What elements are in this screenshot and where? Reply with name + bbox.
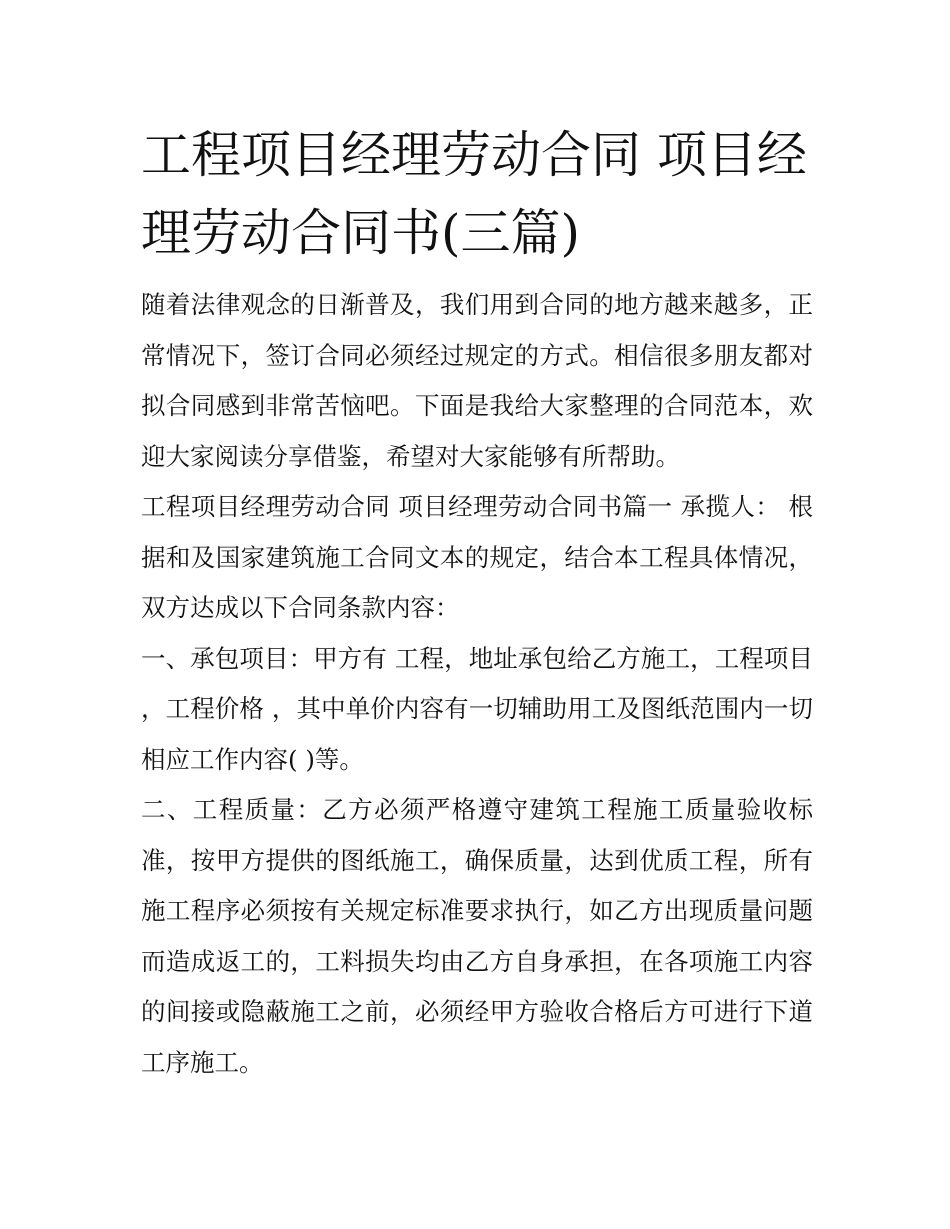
clause-quality-paragraph: 二、工程质量：乙方必须严格遵守建筑工程施工质量验收标准，按甲方提供的图纸施工，确保质量，达到优质工程，所有施工程序必须按有关规定标准要求执行，如乙方出现质量问题而造成返工的，工料损失均由乙方自身承担，在各项施工内容的间接或隐蔽施工之前，必须经甲方验收合格后方可进行下道工序施工。: [141, 795, 813, 1077]
clause-project-paragraph: 一、承包项目：甲方有 工程，地址承包给乙方施工，工程项目 ，工程价格 ，其中单价内容有一切辅助用工及图纸范围内一切相应工作内容( )等。: [141, 643, 813, 774]
contract-preamble-paragraph: 工程项目经理劳动合同 项目经理劳动合同书篇一 承揽人： 根据和及国家建筑施工合同文本的规定，结合本工程具体情况，双方达成以下合同条款内容：: [141, 492, 813, 622]
document-title: 工程项目经理劳动合同 项目经理劳动合同书(三篇): [141, 126, 807, 262]
intro-paragraph: 随着法律观念的日渐普及，我们用到合同的地方越来越多，正常情况下，签订合同必须经过规定的方式。相信很多朋友都对拟合同感到非常苦恼吧。下面是我给大家整理的合同范本，欢迎大家阅读分享借鉴，希望对大家能够有所帮助。: [141, 290, 813, 471]
document-body: [141, 116, 813, 1088]
